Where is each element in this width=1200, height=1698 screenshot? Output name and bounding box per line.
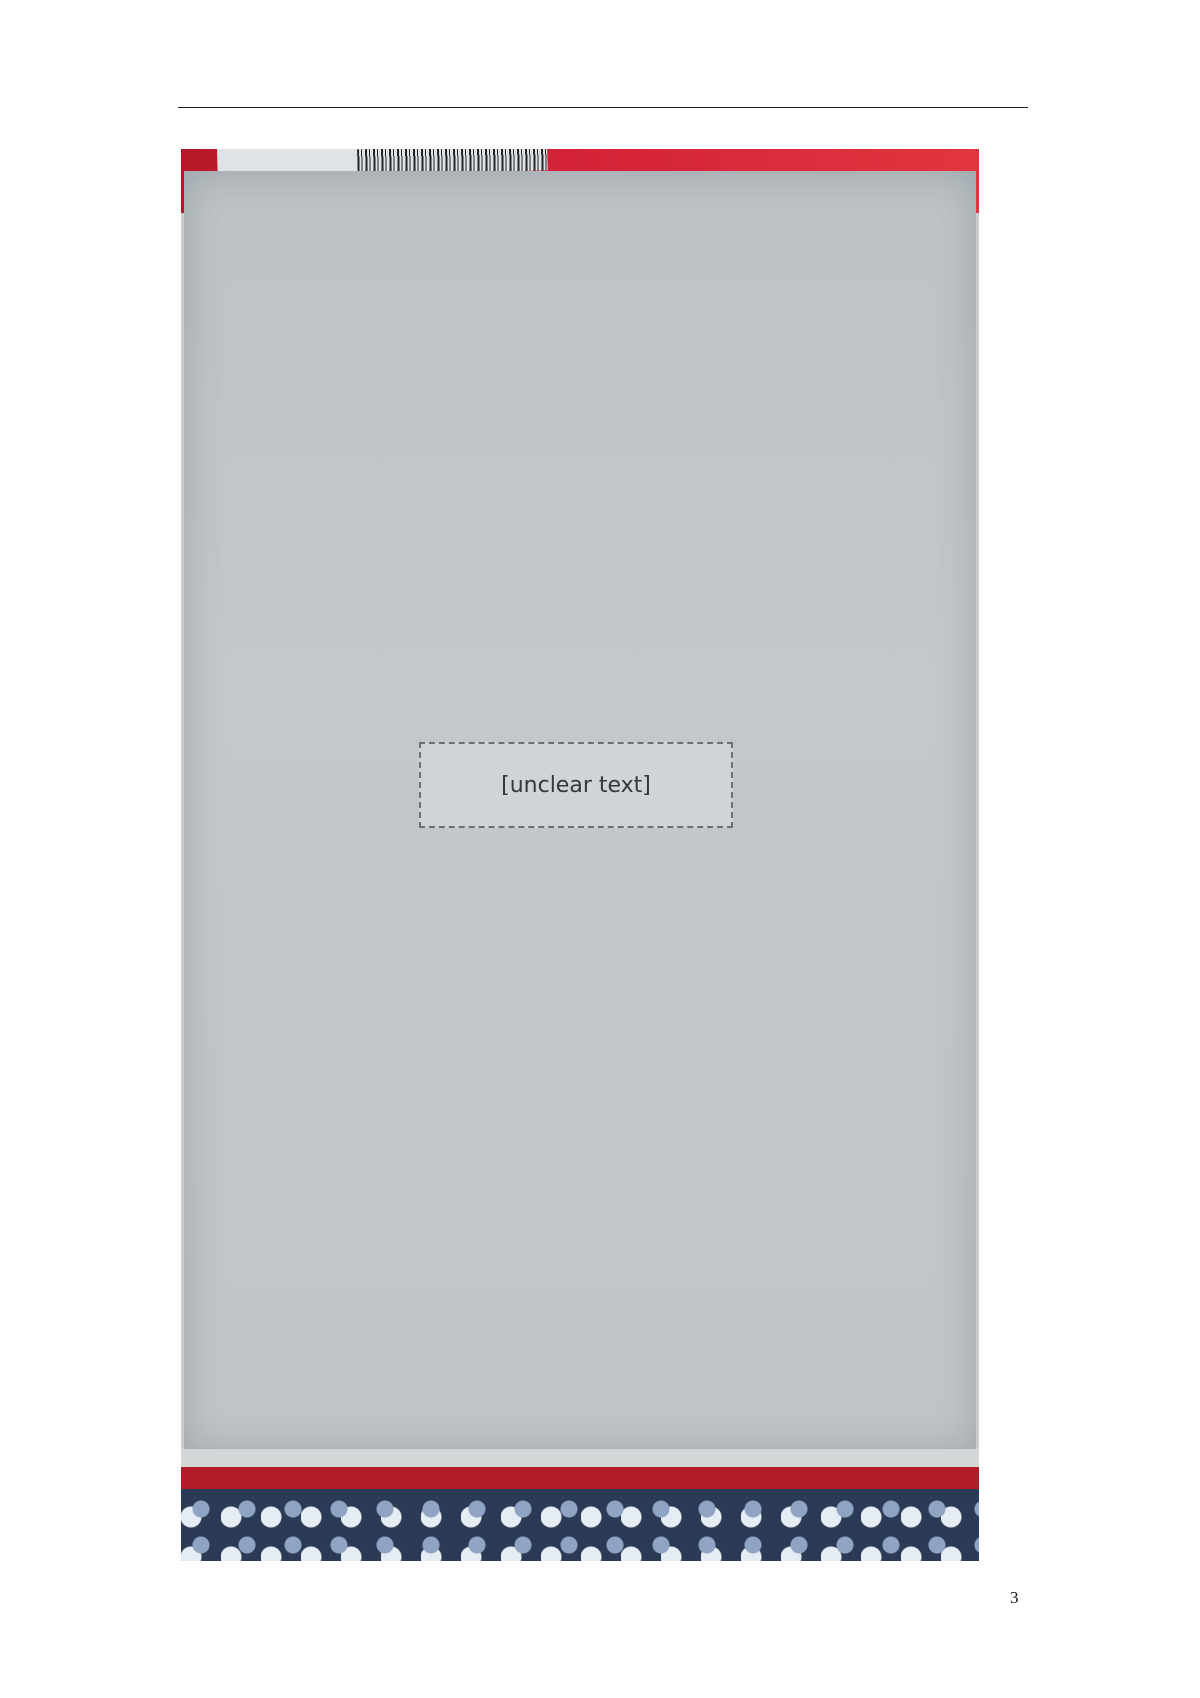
photographed-exam-page <box>181 149 979 1561</box>
top-rule <box>178 107 1028 108</box>
patterned-fabric <box>181 1489 979 1561</box>
red-background-bottom <box>181 1467 979 1489</box>
page-number: 3 <box>1010 1588 1019 1607</box>
unreadable-content-note: [unclear text] <box>419 742 733 828</box>
